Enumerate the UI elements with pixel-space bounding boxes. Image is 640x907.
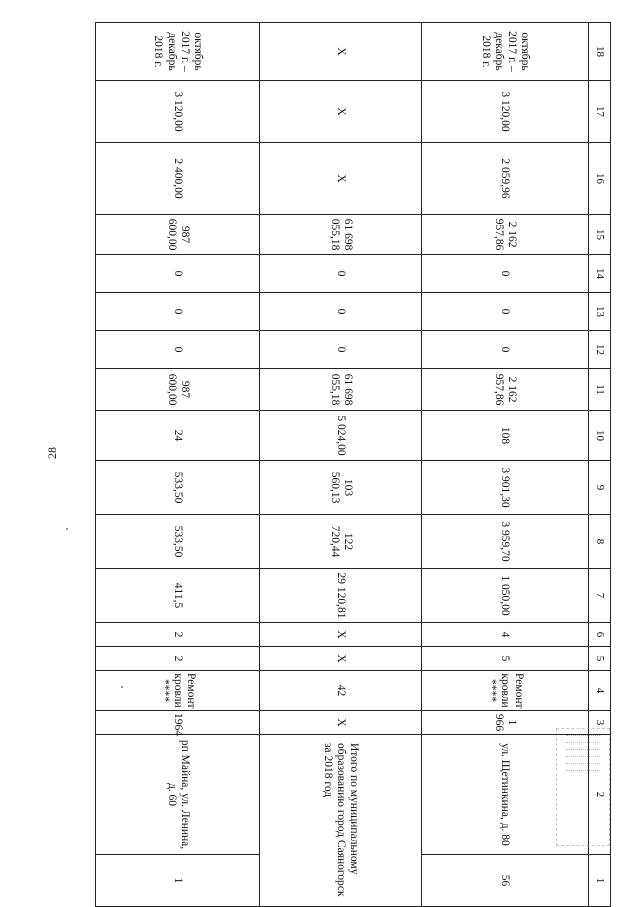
table-cell: Ремонт кровли **** (96, 671, 260, 711)
column-number: 5 (588, 647, 610, 671)
table-cell: 5 (421, 647, 588, 671)
column-number: 2 (588, 735, 610, 855)
column-number: 14 (588, 255, 610, 293)
table-cell: 0 (421, 331, 588, 369)
scan-speck (66, 528, 68, 530)
table-cell: 108 (421, 411, 588, 461)
table-cell: X (260, 711, 422, 735)
column-number: 1 (588, 855, 610, 907)
table-cell: октябрь 2017 г. – декабрь 2018 г. (96, 23, 260, 81)
column-number: 12 (588, 331, 610, 369)
table-cell: 0 (260, 331, 422, 369)
column-number: 17 (588, 81, 610, 143)
table-cell: 5 024,00 (260, 411, 422, 461)
table-cell: X (260, 81, 422, 143)
table-cell: 2 (96, 623, 260, 647)
table-cell: 411,5 (96, 569, 260, 623)
table-cell: 2 162 957,86 (421, 215, 588, 255)
table-cell: 0 (96, 331, 260, 369)
table-cell: 0 (421, 293, 588, 331)
table-cell: рп Майна, ул. Ленина, д. 60 (96, 735, 260, 855)
table-cell: 0 (96, 293, 260, 331)
table-cell: 3 959,70 (421, 515, 588, 569)
table-cell: ул. Щетинкина, д. 80 (421, 735, 588, 855)
page-number: 28 (45, 447, 59, 459)
table-cell: 2 400,00 (96, 143, 260, 215)
table-cell: X (260, 647, 422, 671)
table-cell: 42 (260, 671, 422, 711)
table-cell: 0 (260, 255, 422, 293)
column-number: 8 (588, 515, 610, 569)
table-cell: октябрь 2017 г. – декабрь 2018 г. (421, 23, 588, 81)
table-cell: 103 560,13 (260, 461, 422, 515)
table-row (260, 23, 422, 907)
table-cell: 1 966 (421, 711, 588, 735)
column-number: 4 (588, 671, 610, 711)
table-cell: 1 050,00 (421, 569, 588, 623)
table-cell: 1 (96, 855, 260, 907)
table-cell: 987 600,00 (96, 369, 260, 411)
table-cell: 29 120,81 (260, 569, 422, 623)
scan-speck (121, 686, 123, 688)
table-row (96, 23, 260, 907)
table-cell: 0 (260, 293, 422, 331)
column-number: 7 (588, 569, 610, 623)
column-number: 6 (588, 623, 610, 647)
table-cell: 3 901,30 (421, 461, 588, 515)
table-cell: 0 (96, 255, 260, 293)
table-viewport (95, 22, 611, 897)
table-cell: 987 600,00 (96, 215, 260, 255)
column-number: 11 (588, 369, 610, 411)
table-cell: X (260, 23, 422, 81)
column-number: 15 (588, 215, 610, 255)
column-number: 3 (588, 711, 610, 735)
table-cell: 533,50 (96, 461, 260, 515)
table-cell: 3 120,00 (96, 81, 260, 143)
table-cell: 3 120,00 (421, 81, 588, 143)
table-cell: 2 162 957,86 (421, 369, 588, 411)
column-number: 18 (588, 23, 610, 81)
table-cell: 2 059,96 (421, 143, 588, 215)
table-cell: Ремонт кровли **** (421, 671, 588, 711)
repair-register-table (95, 22, 611, 907)
column-number: 9 (588, 461, 610, 515)
table-cell: 533,50 (96, 515, 260, 569)
table-cell: 2 (96, 647, 260, 671)
stamp-mark (556, 728, 610, 846)
table-cell: 4 (421, 623, 588, 647)
column-number: 13 (588, 293, 610, 331)
column-number: 10 (588, 411, 610, 461)
table-cell: 56 (421, 855, 588, 907)
column-number: 16 (588, 143, 610, 215)
table-cell: 24 (96, 411, 260, 461)
table-cell: 61 698 055,18 (260, 215, 422, 255)
table-cell: X (260, 623, 422, 647)
table-cell: X (260, 143, 422, 215)
total-label-cell: Итого по муниципальному образованию город Саяногорск за 2018 год (260, 735, 422, 907)
table-cell: 1964 (96, 711, 260, 735)
table-cell: 0 (421, 255, 588, 293)
table-cell: 61 698 055,18 (260, 369, 422, 411)
table-cell: 122 720,44 (260, 515, 422, 569)
